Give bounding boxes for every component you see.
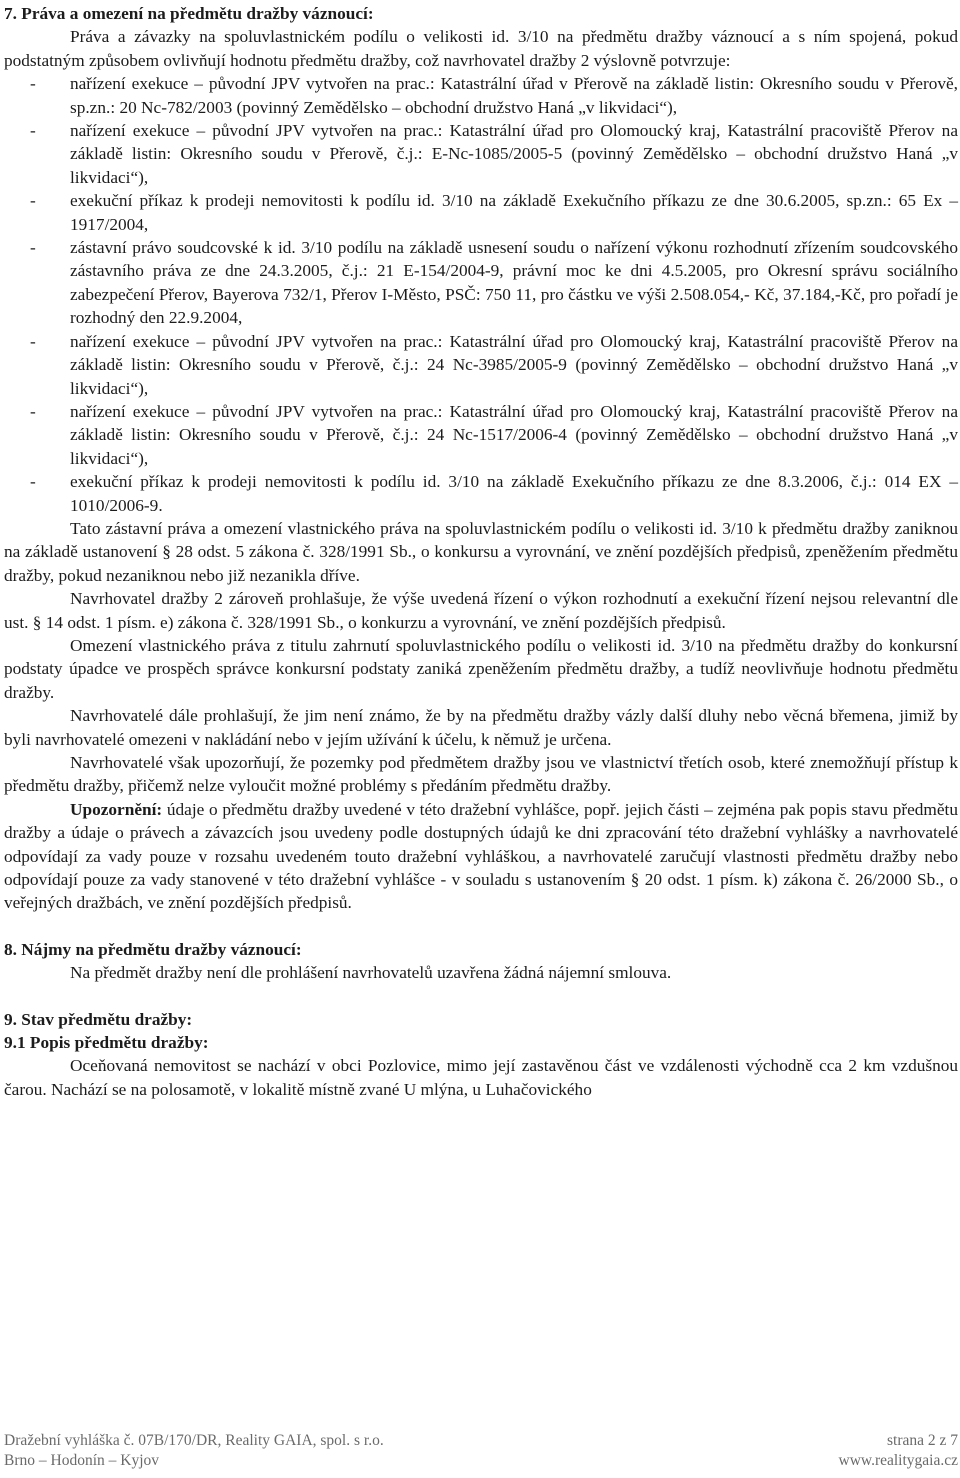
section-9-1-text: Oceňovaná nemovitost se nachází v obci Pozlovice, mimo její zastavěnou část ve vzdálenosti východně cca 2 km vzdušnou čarou. Nachází se na polosamotě, v lokalitě místně zvané U mlýna, u Luhačovického xyxy=(4,1056,958,1099)
list-item: - nařízení exekuce – původní JPV vytvořen na prac.: Katastrální úřad pro Olomoucký kraj, Katastrální pracoviště Přerov na základě listin: Okresního soudu v Přerově, č.j.: 24 Nc-1517/2006-4 (povinný Zemědělsko – obchodní družstvo Haná „v likvidaci“), xyxy=(30,401,958,468)
section-7-heading: 7. Práva a omezení na předmětu dražby váznoucí: xyxy=(4,4,374,23)
section-8-text: Na předmět dražby není dle prohlášení navrhovatelů uzavřena žádná nájemní smlouva. xyxy=(70,963,672,983)
page-footer xyxy=(4,1431,958,1471)
footer-website: www.realitygaia.cz xyxy=(838,1452,958,1469)
section-7-intro: Práva a závazky na spoluvlastnickém podílu o velikosti id. 3/10 na předmětu dražby váznoucí a s ním spojená, pokud podstatným způsobem ovlivňují hodnotu předmětu dražby, což navrhovatel dražby 2 výslovně potvrzuje: xyxy=(4,27,958,70)
section-9-heading: 9. Stav předmětu dražby: xyxy=(4,1009,193,1029)
list-item: - nařízení exekuce – původní JPV vytvořen na prac.: Katastrální úřad pro Olomoucký kraj, Katastrální pracoviště Přerov na základě listin: Okresního soudu v Přerově, č.j.: E-Nc-1085/2005-5 (povinný Zemědělsko – obchodní družstvo Haná „v likvidaci“), xyxy=(30,121,958,187)
encumbrance-list xyxy=(4,72,958,517)
list-item: - nařízení exekuce – původní JPV vytvořen na prac.: Katastrální úřad pro Olomoucký kraj, Katastrální pracoviště Přerov na základě listin: Okresního soudu v Přerově, č.j.: 24 Nc-3985/2005-9 (povinný Zemědělsko – obchodní družstvo Haná „v likvidaci“), xyxy=(30,331,958,398)
warning-text: údaje o předmětu dražby uvedené v této dražební vyhlášce, popř. jejich části – zejména pak popis stavu předmětu dražby a údaje o právech a závazcích jsou uvedeny podle dostupných údajů ke dni zpracování této dražební vyhlášky a navrhovatelé odpovídají za vady pouze v rozsahu uvedeném touto dražební vyhláškou, a navrhovatelé zaručují vlastnosti předmětu dražby nebo odpovídají pouze za vady stanovené v této dražební vyhlášce - v souladu s ustanovením § 20 odst. 1 písm. k) zákona č. 26/2000 Sb., o veřejných dražbách, ve znění pozdějších předpisů. xyxy=(4,799,958,913)
section-9-1-heading: 9.1 Popis předmětu dražby: xyxy=(4,1033,209,1053)
list-item: - exekuční příkaz k prodeji nemovitosti k podílu id. 3/10 na základě Exekučního příkazu ze dne 8.3.2006, č.j.: 014 EX – 1010/2006-9. xyxy=(30,472,958,515)
paragraph-bankruptcy: Omezení vlastnického práva z titulu zahrnutí spoluvlastnického podílu o velikosti id. 3/10 na předmětu dražby do konkursní podstaty úpadce ve prospěch správce konkursní podstaty zaniká zpeněžením předmětu dražby, a tudíž neovlivňuje hodnotu předmětu dražby. xyxy=(4,635,958,702)
footer-document-id: Dražební vyhláška č. 07B/170/DR, Reality GAIA, spol. s r.o. xyxy=(4,1432,384,1449)
section-gap xyxy=(4,985,958,1008)
paragraph-debts: Navrhovatelé dále prohlašují, že jim není známo, že by na předmětu dražby vázly další dluhy nebo věcná břemena, jimiž by byli navrhovatelé omezeni v nakládání nebo v jejím užívání k účelu, k němuž je určena. xyxy=(4,706,958,749)
paragraph-land-access: Navrhovatelé však upozorňují, že pozemky pod předmětem dražby jsou ve vlastnictví třetích osob, které znemožňují přístup k předmětu dražby, přičemž nelze vyloučit možné problémy s předáním předmětu dražby. xyxy=(4,753,958,796)
footer-offices: Brno – Hodonín – Kyjov xyxy=(4,1452,159,1469)
paragraph-warning xyxy=(4,798,958,915)
section-8-heading: 8. Nájmy na předmětu dražby váznoucí: xyxy=(4,939,302,959)
warning-label: Upozornění: xyxy=(70,799,163,819)
paragraph-extinction: Tato zástavní práva a omezení vlastnického práva na spoluvlastnickém podílu o velikosti id. 3/10 k předmětu dražby zaniknou na základě ustanovení § 28 odst. 5 zákona č. 328/1991 Sb., o konkursu a vyrovnání, ve znění pozdějších předpisů, zpeněžením předmětu dražby, pokud nezaniknou nebo již nezanikla dříve. xyxy=(4,518,958,585)
footer-page-number: strana 2 z 7 xyxy=(886,1432,958,1449)
list-item: - exekuční příkaz k prodeji nemovitosti k podílu id. 3/10 na základě Exekučního příkazu ze dne 30.6.2005, sp.zn.: 65 Ex – 1917/2004, xyxy=(30,191,958,234)
paragraph-declaration: Navrhovatel dražby 2 zároveň prohlašuje, že výše uvedená řízení o výkon rozhodnutí a exekuční řízení nejsou relevantní dle ust. § 14 odst. 1 písm. e) zákona č. 328/1991 Sb., o konkurzu a vyrovnání, ve znění pozdějších předpisů. xyxy=(4,589,958,632)
section-gap xyxy=(4,915,958,938)
list-item: - zástavní právo soudcovské k id. 3/10 podílu na základě usnesení soudu o nařízení výkonu rozhodnutí zřízením soudcovského zástavního práva ze dne 24.3.2005, č.j.: 21 E-154/2004-9, právní moc ke dni 4.5.2005, pro Okresní správu sociálního zabezpečení Přerov, Bayerova 732/1, Přerov I-Město, PSČ: 750 11, pro částku ve výši 2.508.054,- Kč, 37.184,-Kč, pro pořadí je rozhodný den 22.9.2004, xyxy=(30,238,958,328)
document-page xyxy=(4,2,958,1101)
list-item: - nařízení exekuce – původní JPV vytvořen na prac.: Katastrální úřad v Přerově na základě listin: Okresního soudu v Přerově, sp.zn.: 20 Nc-782/2003 (povinný Zemědělsko – obchodní družstvo Haná „v likvidaci“), xyxy=(30,74,958,117)
